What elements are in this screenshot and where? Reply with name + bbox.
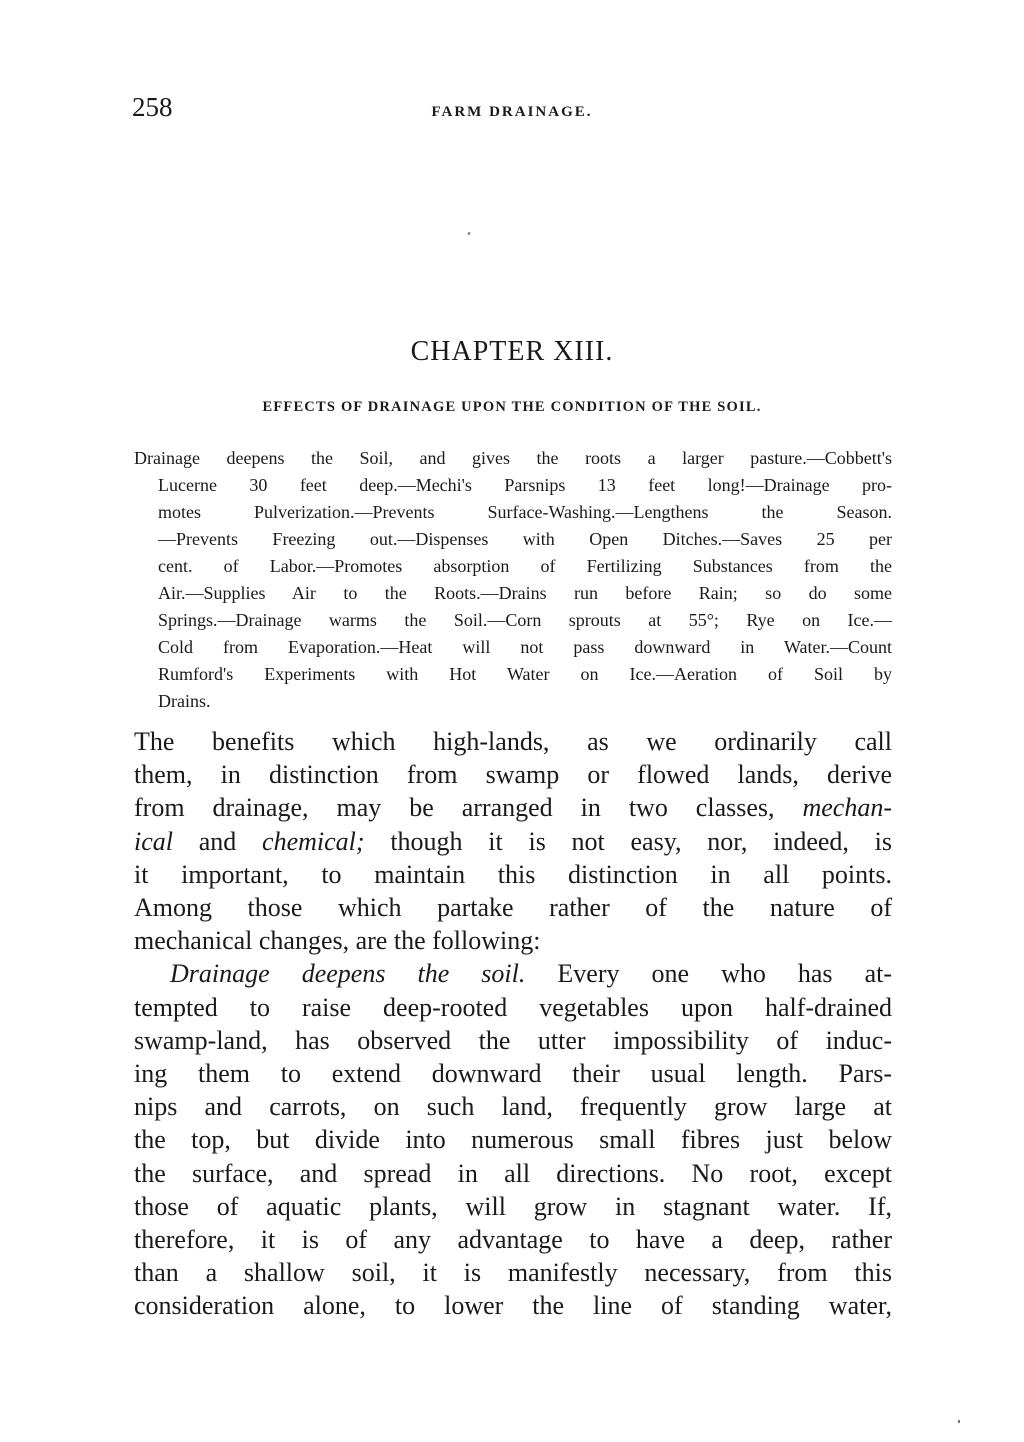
summary-line: —Prevents Freezing out.—Dispenses with Open Ditches.—Saves 25 per (158, 529, 892, 549)
summary-line: Cold from Evaporation.—Heat will not pass downward in Water.—Count (158, 637, 892, 657)
summary-line: cent. of Labor.—Promotes absorption of Fertilizing Substances from the (158, 556, 892, 576)
paragraph-2-line: tempted to raise deep-rooted vegetables upon half-drained (134, 992, 892, 1022)
paragraph-2-line: the top, but divide into numerous small fibres just below (134, 1125, 892, 1155)
text-run: from drainage, may be arranged in two classes, (134, 793, 775, 823)
page-number: 258 (132, 92, 173, 122)
summary-line: Rumford's Experiments with Hot Water on Ice.—Aeration of Soil by (158, 664, 892, 684)
paragraph-2-line (134, 957, 892, 990)
summary-line: Drainage deepens the Soil, and gives the roots a larger pasture.—Cobbett's (134, 448, 892, 468)
paragraph-2-line: the surface, and spread in all directions. No root, except (134, 1158, 892, 1188)
paragraph-2-line: consideration alone, to lower the line of standing water, (134, 1291, 892, 1321)
print-speck (467, 232, 470, 236)
paragraph-1-line: The benefits which high-lands, as we ordinarily call (134, 727, 892, 756)
chapter-subtitle: EFFECTS OF DRAINAGE UPON THE CONDITION OF THE SOIL. (262, 399, 762, 415)
italic-run: Drainage deepens the soil. (170, 959, 526, 989)
summary-line: motes Pulverization.—Prevents Surface-Washing.—Lengthens the Season. (158, 502, 892, 522)
paragraph-2-line: ing them to extend downward their usual length. Pars- (134, 1059, 892, 1089)
paragraph-2-line: swamp-land, has observed the utter impossibility of induc- (134, 1025, 892, 1055)
italic-run: mechan- (802, 793, 892, 823)
paragraph-1-line (134, 791, 892, 824)
text-run: Every one who has at- (557, 959, 893, 989)
text-run: and (198, 826, 237, 856)
italic-run: chemical; (262, 826, 365, 856)
paragraph-2-line: those of aquatic plants, will grow in stagnant water. If, (134, 1191, 892, 1221)
paragraph-2-line: nips and carrots, on such land, frequently grow large at (134, 1092, 892, 1122)
summary-line: Springs.—Drainage warms the Soil.—Corn sprouts at 55°; Rye on Ice.— (158, 610, 892, 630)
print-speck (958, 1420, 960, 1423)
summary-line: Lucerne 30 feet deep.—Mechi's Parsnips 13 feet long!—Drainage pro- (158, 475, 892, 495)
summary-line: Air.—Supplies Air to the Roots.—Drains run before Rain; so do some (158, 583, 892, 603)
text-run: though it is not easy, nor, indeed, is (390, 826, 893, 856)
paragraph-1-line: them, in distinction from swamp or flowed lands, derive (134, 760, 892, 790)
running-title: FARM DRAINAGE. (431, 104, 593, 120)
paragraph-2-line: therefore, it is of any advantage to have a deep, rather (134, 1225, 892, 1255)
paragraph-2-line: than a shallow soil, it is manifestly necessary, from this (134, 1258, 892, 1288)
body-text (134, 725, 892, 1323)
paragraph-1-line: Among those which partake rather of the nature of (134, 893, 892, 923)
paragraph-1-line: mechanical changes, are the following: (134, 926, 541, 956)
chapter-title: CHAPTER XIII. (410, 336, 614, 367)
italic-run: ical (134, 826, 173, 856)
page-header (132, 92, 892, 132)
summary-line: Drains. (158, 691, 211, 711)
paragraph-1-line: it important, to maintain this distinction in all points. (134, 859, 892, 889)
chapter-summary (134, 445, 892, 715)
paragraph-1-line (134, 825, 892, 858)
